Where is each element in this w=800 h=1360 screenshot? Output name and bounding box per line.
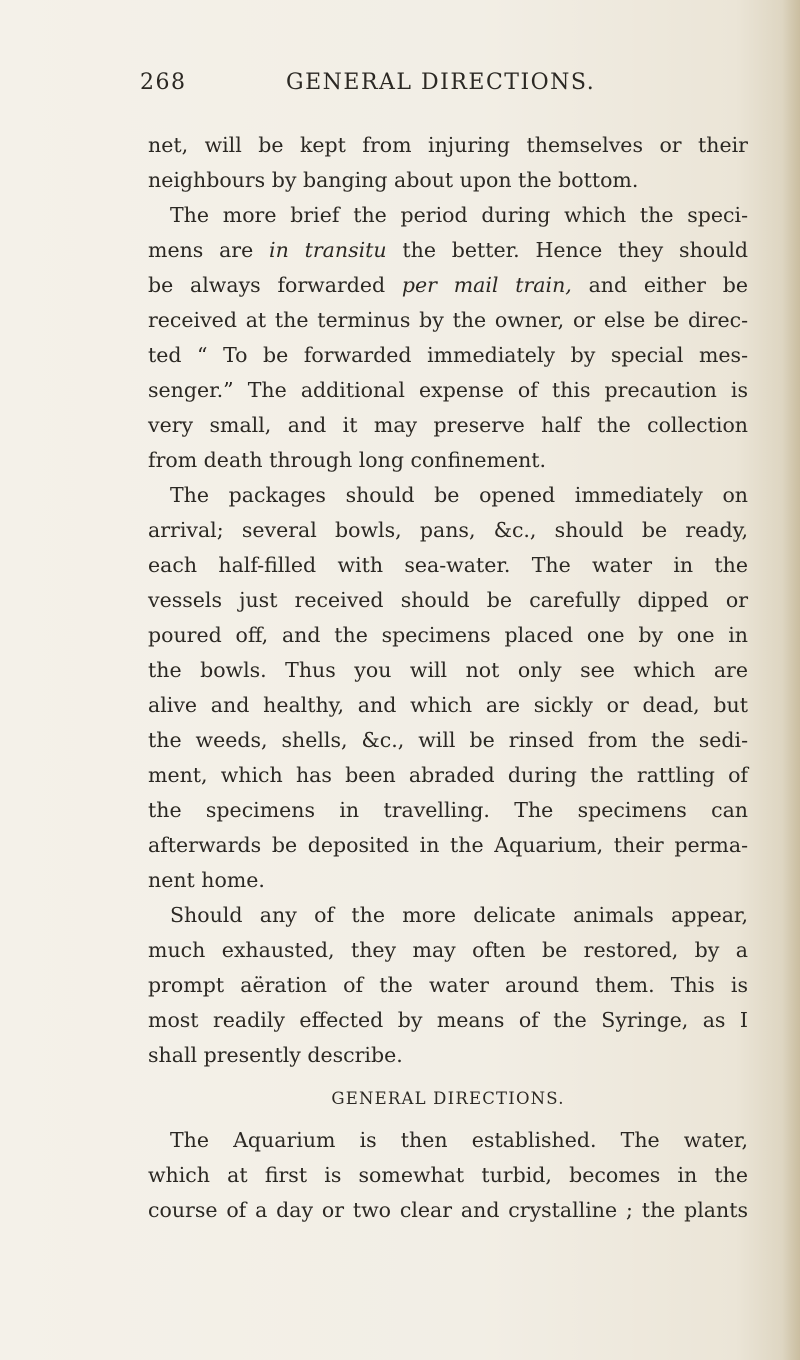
text-line: very small, and it may preserve half the collection: [148, 413, 748, 437]
section-heading: GENERAL DIRECTIONS.: [331, 1089, 565, 1108]
body-text: [148, 128, 748, 1228]
text-line: the specimens in travelling. The specimens can: [148, 798, 748, 822]
page-header: [140, 70, 760, 106]
text-line: be always forwarded per mail train, and either be: [148, 273, 748, 297]
text-line: each half-filled with sea-water. The water in the: [148, 553, 748, 577]
text-line: arrival; several bowls, pans, &c., should be ready,: [148, 518, 748, 542]
text-line: The Aquarium is then established. The water,: [170, 1128, 748, 1152]
italic-phrase: in transitu: [269, 238, 387, 262]
page-edge-shadow: [782, 0, 800, 1360]
text-line: the weeds, shells, &c., will be rinsed from the sedi-: [148, 728, 748, 752]
text-line: poured off, and the specimens placed one by one in: [148, 623, 748, 647]
text-line: alive and healthy, and which are sickly or dead, but: [148, 693, 748, 717]
text-line: nent home.: [148, 868, 265, 892]
text-line: received at the terminus by the owner, or else be direc-: [148, 308, 748, 332]
text-line: prompt aëration of the water around them. This is: [148, 973, 748, 997]
text-line: The packages should be opened immediately on: [170, 483, 748, 507]
italic-phrase: per mail train,: [401, 273, 572, 297]
text-line: ted “ To be forwarded immediately by special mes-: [148, 343, 748, 367]
text-line: most readily effected by means of the Syringe, as I: [148, 1008, 748, 1032]
text-line: shall presently describe.: [148, 1043, 403, 1067]
text-line: mens are in transitu the better. Hence they should: [148, 238, 748, 262]
text-line: Should any of the more delicate animals appear,: [170, 903, 748, 927]
page-number: 268: [140, 70, 187, 95]
text-line: neighbours by banging about upon the bottom.: [148, 168, 639, 192]
text-line: afterwards be deposited in the Aquarium, their perma-: [148, 833, 748, 857]
running-title: GENERAL DIRECTIONS.: [286, 70, 596, 95]
text-line: ment, which has been abraded during the rattling of: [148, 763, 748, 787]
text-line: from death through long confinement.: [148, 448, 547, 472]
text-line: which at first is somewhat turbid, becomes in the: [148, 1163, 748, 1187]
text-line: The more brief the period during which the speci-: [170, 203, 748, 227]
text-line: course of a day or two clear and crystalline ; the plants: [148, 1198, 748, 1222]
text-line: vessels just received should be carefully dipped or: [148, 588, 748, 612]
text-line: net, will be kept from injuring themselves or their: [148, 133, 748, 157]
text-line: the bowls. Thus you will not only see which are: [148, 658, 748, 682]
text-line: much exhausted, they may often be restored, by a: [148, 938, 748, 962]
text-line: senger.” The additional expense of this precaution is: [148, 378, 748, 402]
